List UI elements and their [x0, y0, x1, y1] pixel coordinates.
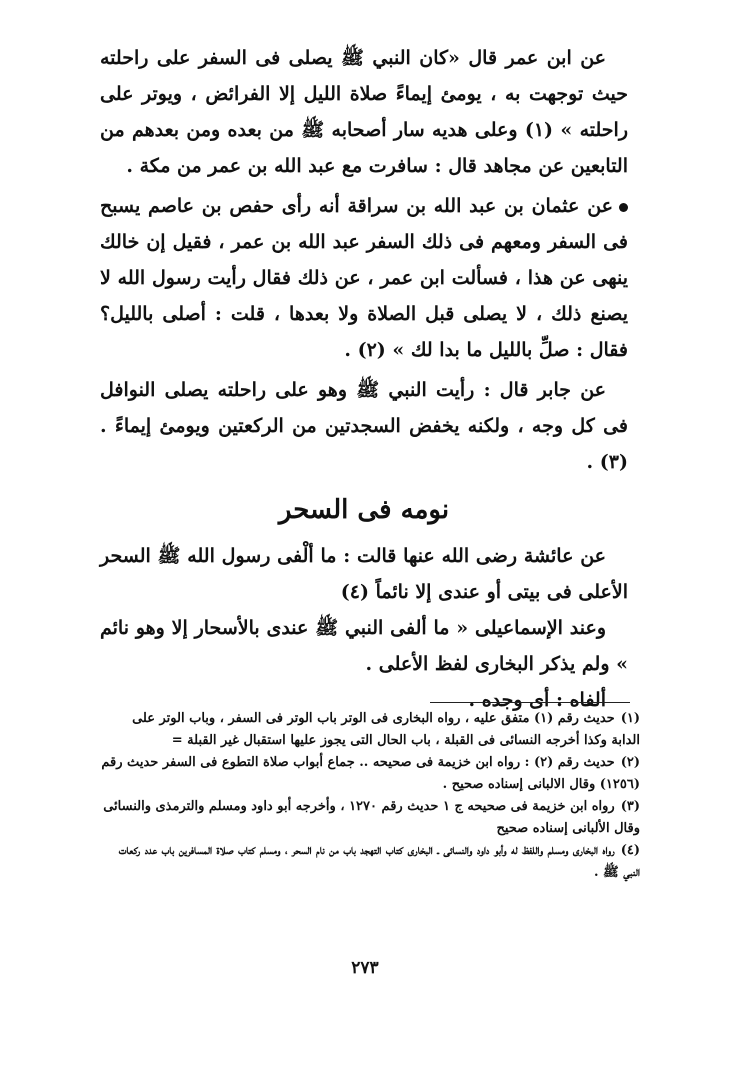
footnote-number: (١)	[620, 711, 640, 726]
footnote-number: (٣)	[620, 799, 640, 814]
main-text	[100, 40, 628, 718]
footnote-1	[100, 708, 640, 752]
footnote-number: (٢)	[620, 755, 640, 770]
footnote-3	[100, 796, 640, 840]
footnote-4	[100, 840, 640, 884]
paragraph-text: وعند الإسماعيلى « ما ألفى النبي ﷺ عندى بالأسحار إلا وهو نائم » ولم يذكر البخارى لفظ الأعلى .	[100, 617, 628, 675]
section-heading: نومه فى السحر	[278, 495, 450, 525]
paragraph-text: عن جابر قال : رأيت النبي ﷺ وهو على راحلته يصلى النوافل فى كل وجه ، ولكنه يخفض السجدتين من الركعتين ويومئ إيماءً . (٣) .	[100, 379, 628, 473]
paragraph-text: عن عثمان بن عبد الله بن سراقة أنه رأى حفص بن عاصم يسبح فى السفر ومعهم فى ذلك السفر عبد الله بن عمر ، فقيل إن خالك ينهى عن هذا ، فسألت ابن عمر ، عن ذلك فقال رأيت رسول الله لا يصنع ذلك ، لا يصلى قبل الصلاة ولا بعدها ، قلت : أصلى بالليل؟ فقال : صلِّ بالليل ما بدا لك » (٢) .	[100, 195, 628, 361]
paragraph-ismaili	[100, 610, 628, 682]
footnotes	[100, 708, 640, 884]
bullet-icon	[619, 203, 628, 212]
paragraph-text: ألفاه : أى وجده .	[468, 689, 606, 711]
footnote-text: حديث رقم (٢) : رواه ابن خزيمة فى صحيحه .. جماع أبواب صلاة التطوع فى السفر حديث رقم (١٢٥٦) وقال الالبانى إسناده صحيح .	[101, 755, 640, 792]
page-number: ٢٧٣	[351, 958, 379, 978]
paragraph-aisha	[100, 538, 628, 610]
paragraph-text: عن عائشة رضى الله عنها قالت : ما ألْفى رسول الله ﷺ السحر الأعلى فى بيتى أو عندى إلا نائماً (٤)	[100, 545, 628, 603]
paragraph-uthman	[100, 188, 628, 368]
footnote-number: (٤)	[620, 843, 640, 858]
footnote-text: رواه ابن خزيمة فى صحيحه ج ١ حديث رقم ١٢٧٠ ، وأخرجه أبو داود ومسلم والترمذى والنسائى وقال الألبانى إسناده صحيح	[103, 799, 640, 836]
footnote-text: حديث رقم (١) متفق عليه ، رواه البخارى فى الوتر باب الوتر فى السفر ، وباب الوتر على الدابة وكذا أخرجه النسائى فى القبلة ، باب الحال التى يجوز عليها استقبال غير القبلة =	[132, 711, 640, 748]
paragraph-text: عن ابن عمر قال «كان النبي ﷺ يصلى فى السفر على راحلته حيث توجهت به ، يومئ إيماءً صلاة الليل إلا الفرائض ، ويوتر على راحلته » (١) وعلى هديه سار أصحابه ﷺ من بعده ومن بعدهم من التابعين عن مجاهد قال : سافرت مع عبد الله بن عمر من مكة .	[100, 47, 628, 177]
paragraph-ibn-umar	[100, 40, 628, 184]
paragraph-jabir	[100, 372, 628, 480]
footnote-text: رواه البخارى ومسلم واللفظ له وأبو داود والنسائى ـ البخارى كتاب التهجد باب من نام السحر ، ومسلم كتاب صلاة المسافرين باب عدد ركعات النبي ﷺ .	[118, 843, 640, 880]
footnote-2	[100, 752, 640, 796]
footnote-divider	[430, 702, 630, 703]
